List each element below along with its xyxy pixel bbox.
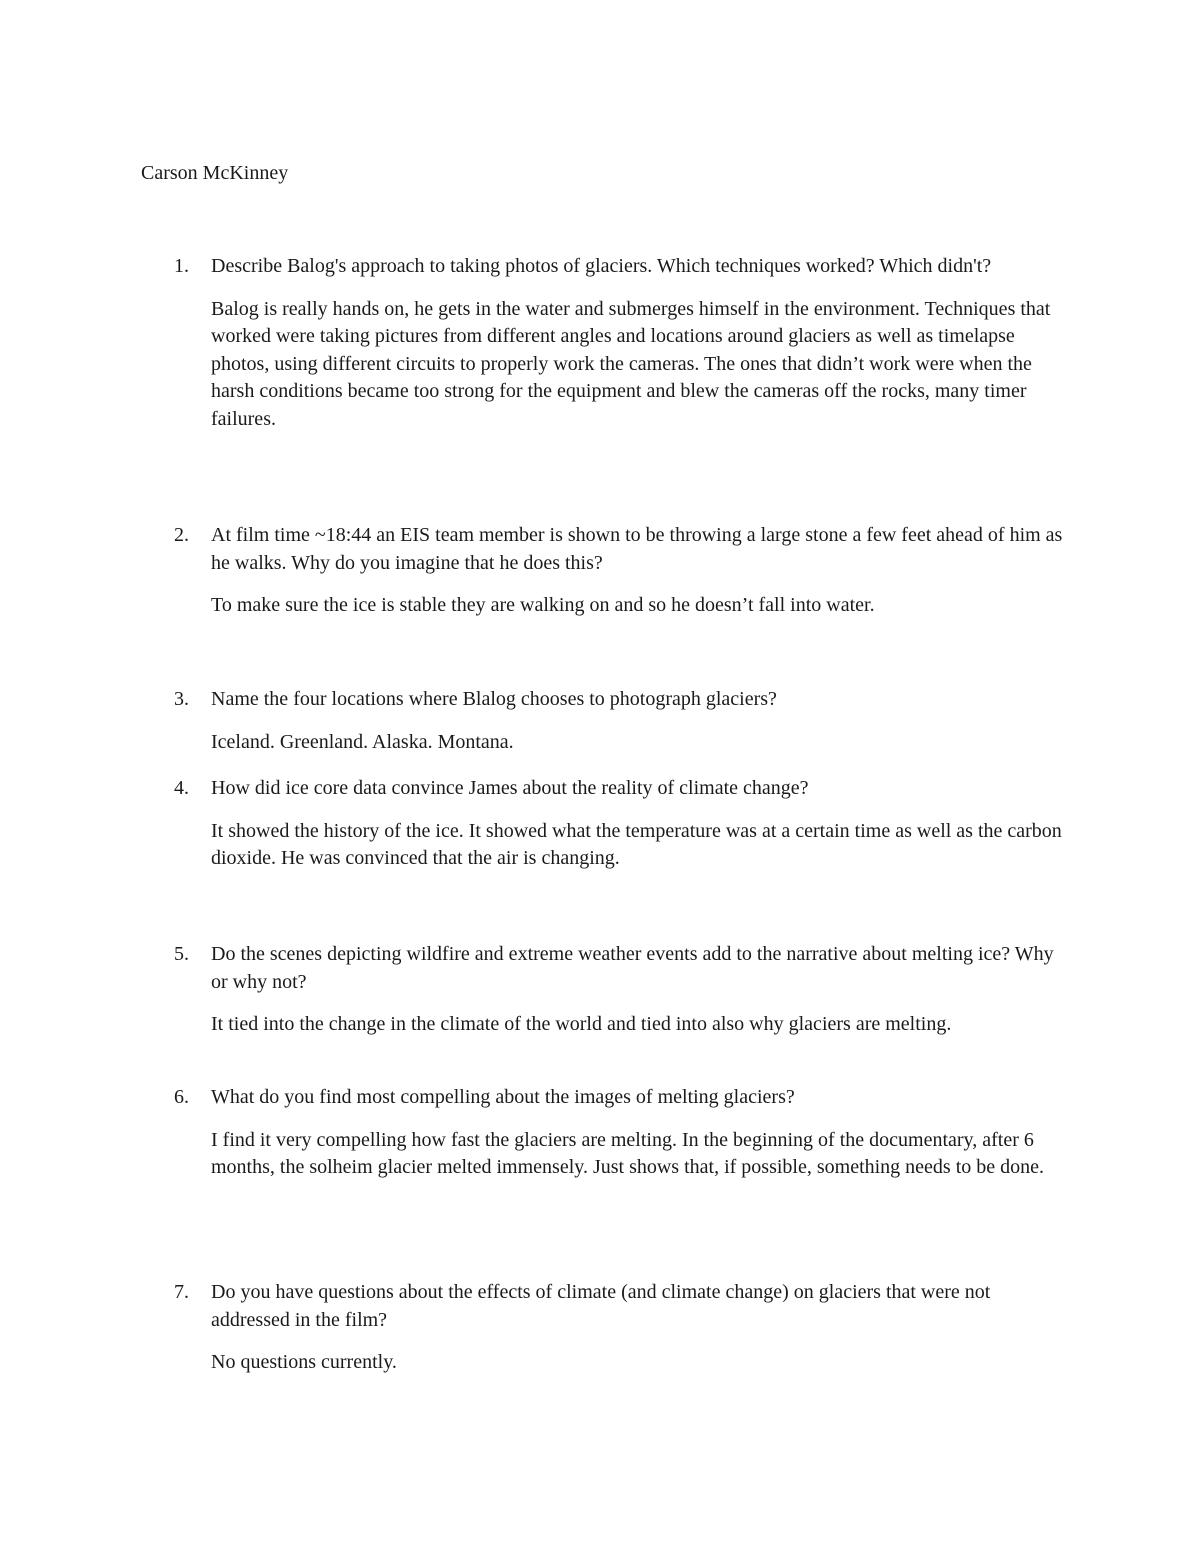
- question-item-5: [174, 941, 1074, 1039]
- answer-text: Balog is really hands on, he gets in the water and submerges himself in the environment. Techniques that worked were taking pictures from different angles and locations around glaciers as well as timelapse photos, using different circuits to properly work the cameras. The ones that didn’t work were when the harsh conditions became too strong for the equipment and blew the cameras off the rocks, many timer failures.: [211, 297, 1051, 430]
- question-number: 6.: [174, 1086, 189, 1108]
- author-name: Carson McKinney: [141, 162, 289, 184]
- question-item-3: [174, 686, 1074, 756]
- question-text: Do you have questions about the effects of climate (and climate change) on glaciers that were not addressed in the film?: [211, 1281, 991, 1331]
- question-text: How did ice core data convince James about the reality of climate change?: [211, 777, 809, 799]
- answer-text: Iceland. Greenland. Alaska. Montana.: [211, 730, 514, 753]
- question-number: 3.: [174, 688, 189, 710]
- question-text: At film time ~18:44 an EIS team member is shown to be throwing a large stone a few feet ahead of him as he walks. Why do you imagine that he does this?: [211, 524, 1063, 574]
- question-item-6: [174, 1084, 1074, 1182]
- question-text: Name the four locations where Blalog chooses to photograph glaciers?: [211, 688, 777, 710]
- question-number: 7.: [174, 1281, 189, 1303]
- question-number: 1.: [174, 255, 189, 277]
- question-text: What do you find most compelling about the images of melting glaciers?: [211, 1086, 795, 1108]
- question-text: Describe Balog's approach to taking photos of glaciers. Which techniques worked? Which didn't?: [211, 255, 992, 277]
- question-text: Do the scenes depicting wildfire and extreme weather events add to the narrative about melting ice? Why or why not?: [211, 943, 1054, 993]
- answer-text: I find it very compelling how fast the glaciers are melting. In the beginning of the documentary, after 6 months, the solheim glacier melted immensely. Just shows that, if possible, something needs to be done.: [211, 1128, 1045, 1178]
- question-item-2: [174, 522, 1074, 620]
- question-number: 5.: [174, 943, 189, 965]
- answer-text: It tied into the change in the climate of the world and tied into also why glaciers are melting.: [211, 1013, 952, 1035]
- question-number: 4.: [174, 777, 189, 799]
- question-item-1: [174, 253, 1074, 433]
- question-number: 2.: [174, 524, 189, 546]
- question-item-4: [174, 775, 1074, 873]
- question-item-7: [174, 1279, 1074, 1377]
- answer-text: To make sure the ice is stable they are walking on and so he doesn’t fall into water.: [211, 594, 875, 616]
- answer-text: No questions currently.: [211, 1351, 397, 1373]
- answer-text: It showed the history of the ice. It showed what the temperature was at a certain time as well as the carbon dioxide. He was convinced that the air is changing.: [211, 819, 1062, 869]
